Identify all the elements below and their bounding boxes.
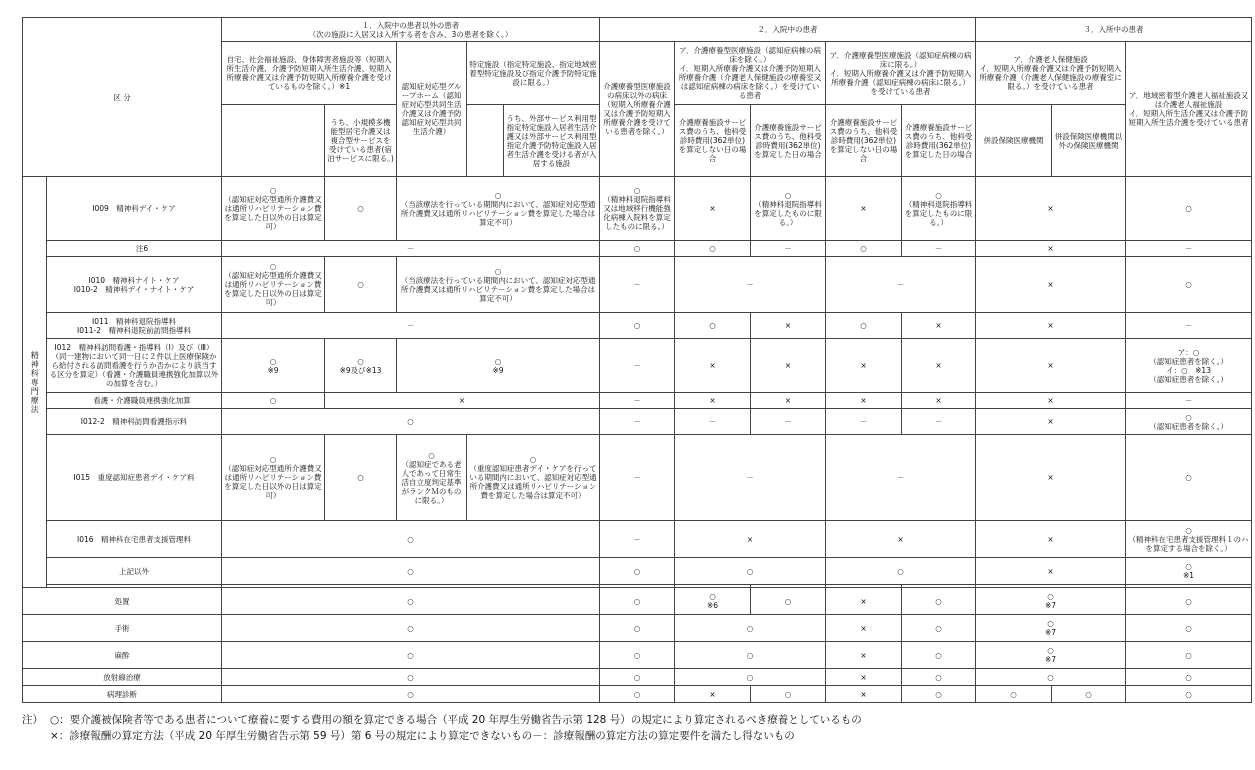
header-gaibu: うち、外部サービス利用型指定特定施設入居者生活介護又は外部サービス利用型指定介護予防特定施設入居者生活介護を受ける者が入居する施設: [504, 105, 600, 177]
coverage-table: [22, 17, 1252, 703]
table-row: 処置 ○ ○ ○ ※6 ○ × ○ ○ ※7 ○: [23, 588, 1252, 615]
header-tokutei: 特定施設（指定特定施設、指定地域密着型特定施設及び指定介護予防特定施設に限る。）: [467, 42, 600, 105]
table-row: I011 精神科退院指導料 I011-2 精神科退院前訪問指導料 － ○ ○ × ○ × × －: [23, 313, 1252, 339]
table-row: 看護・介護職員連携強化加算 ○ × － × × × × × －: [23, 393, 1252, 409]
header-shokibo: うち、小規模多機能型居宅介護又は複合型サービスを受けている患者(宿泊サービスに限る。): [325, 105, 397, 177]
table-row: 麻酔 ○ ○ ○ × ○ ○ ※7 ○: [23, 642, 1252, 669]
header-grouphome: 認知症対応型グループホーム（認知症対応型共同生活介護又は介護予防認知症対応型共同生活介護）: [397, 42, 467, 177]
footnote-cross: ×：診療報酬の算定方法（平成 20 年厚生労働省告示第 59 号）第 6 号の規定により算定できないもの－：診療報酬の算定方法の算定要件を満たし得ないもの: [50, 730, 795, 742]
header-ninchi-a: 介護療養施設サービス費のうち、他科受診時費用(362単位)を算定しない日の場合: [826, 105, 902, 177]
section-label: 精神科専門療法: [23, 177, 47, 588]
footnote-label: 注）: [22, 714, 43, 726]
table-row: 精神科専門療法 I009 精神科デイ・ケア ○ （認知症対応型通所介護費又は通所リハビリテーション費を算定した日以外の日は算定 可） ○ ○ （当該療法を行っている期間内において、認知症対応型通所介護費又は通所リハビリテーション費を算定した場合は算定不可） ○ （精神科退院指導料又は地域移行機能強化病棟入院料を算定したものに限る。） × ○ （精神科退院指導料を算定したものに限る。） × ○ （精神科退院指導料を算定したものに限る。） × ○: [23, 177, 1252, 241]
table-row: I015 重度認知症患者デイ・ケア料 ○ （認知症対応型通所介護費又は通所リハビリテーション費を算定した日以外の日は算定可） ○ ○ （認知症である老人であって日常生活自立度判定基準がランクＭのものに限る。） ○ （重度認知症患者デイ・ケアを行っている期間内において、認知症対応型通所介護費又は通所リハビリテーション費を算定した場合は算定不可） － － － × ○: [23, 435, 1252, 521]
table-row: 手術 ○ ○ ○ × ○ ○ ※7 ○: [23, 615, 1252, 642]
header-heisetsu-igai: 併設保険医療機関以外の保険医療機関: [1052, 105, 1126, 177]
header-home: 自宅、社会福祉施設、身体障害者施設等（短期入所生活介護、介護予防短期入所生活介護、短期入所療養介護又は介護予防短期入所療養介護を受けているものを除く。）※1: [222, 42, 397, 105]
header-ninchi-b: 介護療養施設サービス費のうち、他科受診時費用(362単位)を算定した日の場合: [902, 105, 976, 177]
header-ryoyo-b: 介護療養施設サービス費のうち、他科受診時費用(362単位)を算定した日の場合: [751, 105, 826, 177]
header-group-2: ２．入院中の患者: [600, 18, 976, 42]
header-heisetsu: 併設保険医療機関: [976, 105, 1052, 177]
header-kubun: 区 分: [23, 18, 222, 177]
table-row: 放射線治療 ○ ○ ○ × ○ ○ ○: [23, 669, 1252, 686]
header-ryoyo: ア．介護療養型医療施設（認知症病棟の病床を除く。） イ．短期入所療養介護又は介護予防短期入所療養介護（介護老人保健施設の療養室又は認知症病棟の病床を除く。）を受けている患者: [675, 42, 826, 105]
table-row: I012-2 精神科訪問看護指示料 ○ － － － － － × ○ （認知症患者を除く。）: [23, 409, 1252, 435]
footnote-circle: ○：要介護被保険者等である患者について療養に要する費用の額を算定できる場合（平成 20 年厚生労働省告示第 128 号）の規定により算定されるべき療養としているもの: [50, 714, 862, 726]
footnotes: [22, 712, 1232, 744]
table-row: I012 精神科訪問看護・指導料（Ⅰ）及び（Ⅲ）（同一建物において同一日に２件以上医療保険から給付される訪問看護を行うか否かにより該当する区分を算定）（看護・介護職員連携強化加算以外の加算を含む。） ○ ※9 ○ ※9及び※13 ○ ※9 － × × × × × ア：○ （認知症患者を除く。） イ：○ ※13 （認知症患者を除く。）: [23, 339, 1252, 393]
header-fukushi: ア．地域密着型介護老人福祉施設又は介護老人福祉施設 イ．短期入所生活介護又は介護予防短期入所生活介護を受けている患者: [1126, 42, 1252, 177]
table-row: 病理診断 ○ ○ × ○ × ○ ○ ○ ○: [23, 686, 1252, 703]
table-row: 注6 － ○ ○ － ○ － × －: [23, 241, 1252, 257]
header-ryoyo-a: 介護療養施設サービス費のうち、他科受診時費用(362単位)を算定しない日の場合: [675, 105, 751, 177]
header-roken: ア．介護老人保健施設 イ．短期入所療養介護又は介護予防短期入所療養介護（介護老人保健施設の療養室に限る。）を受けている患者: [976, 42, 1126, 105]
header-ninchi: ア．介護療養型医療施設（認知症病棟の病床に限る。） イ．短期入所療養介護又は介護予防短期入所療養介護（認知症病棟の病床に限る。）を受けている患者: [826, 42, 976, 105]
header-group-3: ３．入所中の患者: [976, 18, 1252, 42]
table-row: I010 精神科ナイト・ケア I010-2 精神科デイ・ナイト・ケア ○ （認知症対応型通所介護費又は通所リハビリテーション費を算定した日以外の日は算定 可） ○ ○ （当該療法を行っている期間内において、認知症対応型通所介護費又は通所リハビリテーション費を算定した場合は算定不可） － － － × ○: [23, 257, 1252, 313]
table-row: I016 精神科在宅患者支援管理料 ○ － × × × ○ （精神科在宅患者支援管理料１のハを算定する場合を除く。）: [23, 521, 1252, 558]
table-row: 上記以外 ○ ○ ○ ○ × ○ ※1: [23, 558, 1252, 585]
header-group-1: １．入院中の患者以外の患者 （次の施設に入居又は入所する者を含み、3の患者を除く。）: [222, 18, 600, 42]
header-general-bed: 介護療養型医療施設の病床以外の病床（短期入所療養介護又は介護予防短期入所療養介護を受けている患者を除く。）: [600, 42, 675, 177]
